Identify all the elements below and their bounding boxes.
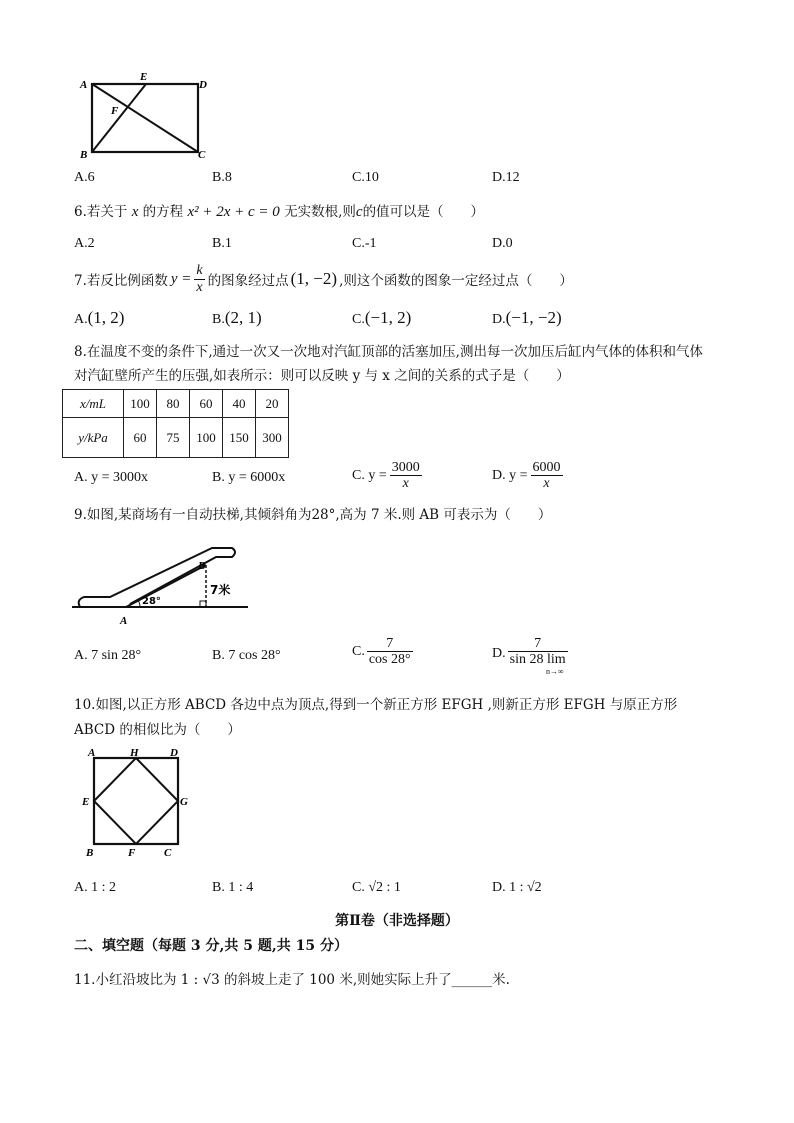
- q8-option-c[interactable]: [352, 460, 422, 492]
- q6-mid1: 的方程: [142, 204, 184, 220]
- q8-option-b[interactable]: B. y = 6000x: [212, 470, 286, 485]
- q10-square-figure: [74, 746, 194, 862]
- q9-option-c-num: 7: [367, 636, 413, 652]
- q9-label-height: 7米: [210, 583, 231, 597]
- q10-label-h: H: [130, 747, 139, 759]
- q7-option-d-point: (−1, −2): [505, 308, 562, 327]
- q10-label-f: F: [128, 847, 136, 859]
- q10-label-g: G: [180, 796, 188, 808]
- q5-label-a: A: [80, 79, 88, 91]
- q7-func-num: k: [196, 263, 203, 279]
- q10-stem-line1: 10.如图,以正方形 ABCD 各边中点为顶点,得到一个新正方形 EFGH ,则新正方形 EFGH 与原正方形: [74, 697, 678, 713]
- table-cell: 80: [157, 390, 190, 418]
- q10-label-a: A: [88, 747, 96, 759]
- q9-option-c-prefix: C.: [352, 643, 365, 659]
- q9-option-d-fraction: [508, 636, 568, 677]
- q8-option-d-fraction: [531, 460, 563, 492]
- q8-option-c-fraction: [390, 460, 422, 492]
- q10-label-c: C: [164, 847, 172, 859]
- q9-option-c[interactable]: [352, 636, 413, 668]
- table-cell: 20: [256, 390, 289, 418]
- table-cell: 75: [157, 418, 190, 458]
- q5-label-c: C: [198, 149, 206, 161]
- q9-option-b[interactable]: B. 7 cos 28°: [212, 648, 281, 663]
- q5-label-d: D: [199, 79, 207, 91]
- q10-option-a[interactable]: A. 1 : 2: [74, 880, 116, 895]
- q9-escalator-figure: [70, 538, 250, 626]
- q7-suffix: ,则这个函数的图象一定经过点（ ）: [339, 273, 573, 289]
- q6-var-c: c: [355, 204, 363, 220]
- q9-option-c-den: cos 28°: [368, 652, 411, 668]
- q7-option-d[interactable]: [492, 308, 562, 328]
- q6-option-b[interactable]: B.1: [212, 236, 232, 251]
- q7-option-a[interactable]: [74, 308, 124, 328]
- q6-mid2: 无实数根,则: [284, 204, 356, 220]
- q7-point: (1, −2): [290, 269, 338, 288]
- section-heading: 二、填空题（每题 3 分,共 5 题,共 15 分）: [74, 938, 348, 954]
- table-cell: 40: [223, 390, 256, 418]
- q5-label-e: E: [140, 71, 148, 83]
- q9-option-a[interactable]: A. 7 sin 28°: [74, 648, 142, 663]
- q8-stem-line2: 对汽缸壁所产生的压强,如表所示：则可以反映 y 与 x 之间的关系的式子是（ ）: [74, 368, 570, 384]
- table-cell: 100: [190, 418, 223, 458]
- q5-label-b: B: [80, 149, 88, 161]
- q9-stem: 9.如图,某商场有一自动扶梯,其倾斜角为28°,高为 7 米.则 AB 可表示为（ ）: [74, 507, 552, 523]
- q5-option-b[interactable]: B.8: [212, 170, 232, 185]
- table-cell: 60: [124, 418, 157, 458]
- q8-option-c-den: x: [402, 476, 409, 492]
- q5-rectangle-figure: [76, 70, 216, 162]
- table-cell: 300: [256, 418, 289, 458]
- q7-option-d-letter: D.: [492, 312, 506, 327]
- q7-option-c[interactable]: [352, 308, 411, 328]
- q9-option-c-fraction: [367, 636, 413, 668]
- q6-prefix: 6.若关于: [74, 204, 128, 220]
- q10-label-d: D: [170, 747, 178, 759]
- q8-option-c-num: 3000: [391, 460, 420, 475]
- q9-option-d-prefix: D.: [492, 646, 506, 661]
- q8-option-c-prefix: C. y =: [352, 467, 387, 483]
- q7-func-lhs: y =: [170, 270, 192, 287]
- q9-option-d-den: sin 28 lim: [509, 652, 566, 668]
- q10-label-b: B: [86, 847, 94, 859]
- q5-option-d[interactable]: D.12: [492, 170, 520, 185]
- q10-stem-line2: ABCD 的相似比为（ ）: [74, 722, 241, 738]
- table-row1-header: x/mL: [63, 390, 124, 418]
- q7-func-den: x: [196, 279, 203, 295]
- q7-prefix: 7.若反比例函数: [74, 273, 168, 289]
- q8-option-d-num: 6000: [532, 460, 561, 475]
- q6-suffix: 的值可以是（ ）: [362, 204, 485, 220]
- q6-var-x: x: [131, 204, 139, 220]
- table-row2-header: y/kPa: [63, 418, 124, 458]
- q8-option-a[interactable]: A. y = 3000x: [74, 470, 149, 485]
- q5-label-f: F: [111, 105, 119, 117]
- q7-option-a-letter: A.: [74, 312, 88, 327]
- q10-option-d[interactable]: D. 1 : √2: [492, 880, 542, 895]
- q5-option-a[interactable]: A.6: [74, 170, 95, 185]
- q7-func-fraction: [194, 263, 204, 295]
- q10-option-c[interactable]: C. √2 : 1: [352, 880, 401, 895]
- q6-stem: [74, 200, 484, 224]
- q9-label-b: B: [198, 560, 206, 572]
- q6-option-c[interactable]: C.-1: [352, 236, 377, 251]
- q7-stem: [74, 262, 573, 296]
- q7-option-c-letter: C.: [352, 312, 365, 327]
- q7-option-c-point: (−1, 2): [364, 308, 412, 327]
- q6-equation: x² + 2x + c = 0: [187, 204, 280, 220]
- q9-label-angle: 28°: [142, 596, 161, 607]
- q8-option-d-prefix: D. y =: [492, 467, 528, 483]
- q7-mid: 的图象经过点: [207, 273, 289, 289]
- q5-option-c[interactable]: C.10: [352, 170, 379, 185]
- q8-option-d[interactable]: [492, 460, 563, 492]
- q9-option-d-num: 7: [508, 636, 568, 652]
- q6-option-a[interactable]: A.2: [74, 236, 95, 251]
- q7-option-a-point: (1, 2): [87, 308, 125, 327]
- q10-label-e: E: [82, 796, 90, 808]
- table-cell: 60: [190, 390, 223, 418]
- q9-label-a: A: [120, 615, 128, 626]
- q7-option-b[interactable]: [212, 308, 262, 328]
- q8-stem-line1: 8.在温度不变的条件下,通过一次又一次地对汽缸顶部的活塞加压,测出每一次加压后缸内气体的体积和气体: [74, 344, 703, 360]
- q10-option-b[interactable]: B. 1 : 4: [212, 880, 254, 895]
- q7-option-b-point: (2, 1): [224, 308, 262, 327]
- q8-data-table: [62, 389, 289, 458]
- q6-option-d[interactable]: D.0: [492, 236, 513, 251]
- q8-option-d-den: x: [543, 476, 550, 492]
- section-title: 第Ⅱ卷（非选择题）: [335, 913, 459, 929]
- q9-option-d-sub: n→∞: [545, 666, 564, 676]
- table-cell: 100: [124, 390, 157, 418]
- q9-option-d[interactable]: [492, 636, 568, 677]
- table-cell: 150: [223, 418, 256, 458]
- q7-option-b-letter: B.: [212, 312, 225, 327]
- q11-stem: 11.小红沿坡比为 1 : √3 的斜坡上走了 100 米,则她实际上升了______米.: [74, 972, 510, 988]
